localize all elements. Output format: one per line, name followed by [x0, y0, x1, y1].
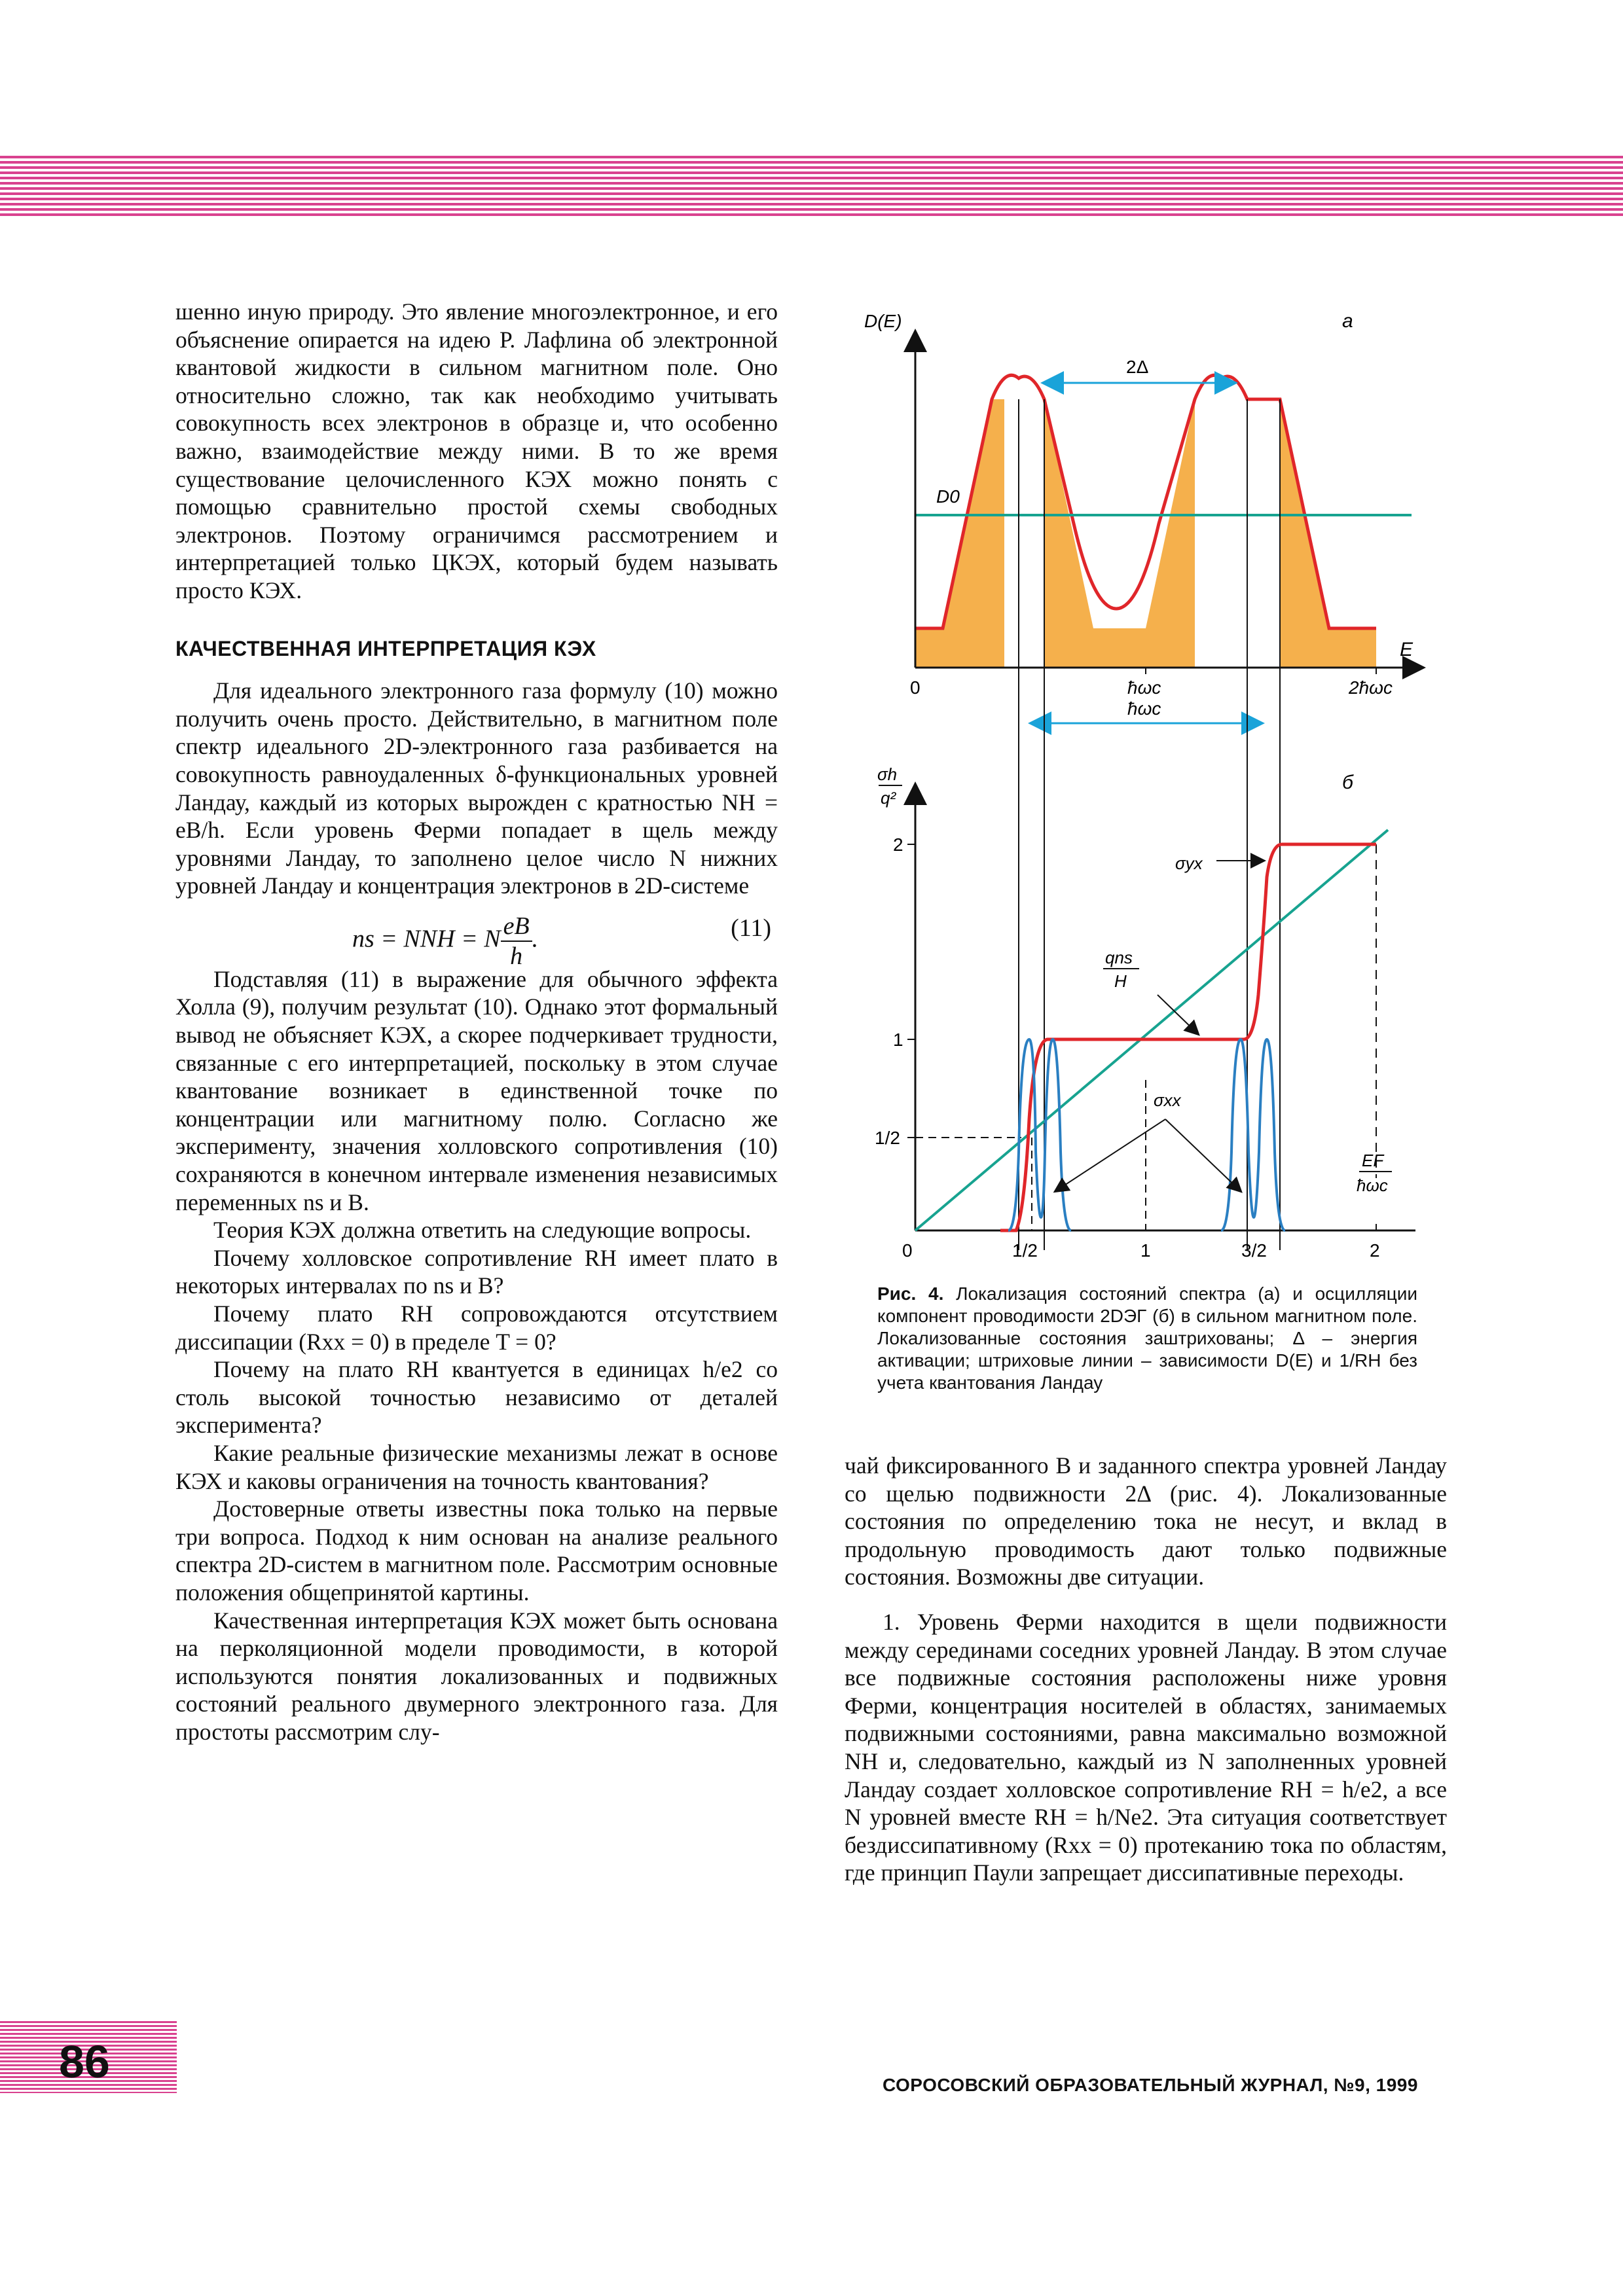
panel-a — [864, 310, 1422, 723]
left-column — [175, 298, 778, 1746]
arrow-sigma-xx-left — [1055, 1119, 1165, 1191]
journal-footer: СОРОСОВСКИЙ ОБРАЗОВАТЕЛЬНЫЙ ЖУРНАЛ, №9, 1999 — [883, 2075, 1418, 2095]
equation-lhs: ns = NNH = N — [352, 925, 501, 953]
b-x-1: 1 — [1140, 1240, 1151, 1261]
right-column — [845, 1452, 1447, 1887]
section-heading: КАЧЕСТВЕННАЯ ИНТЕРПРЕТАЦИЯ КЭХ — [175, 636, 596, 660]
sigma-xx-peak-2 — [1221, 1039, 1285, 1230]
paragraph: Какие реальные физические механизмы лежат в основе КЭХ и каковы ограничения на точность квантования? — [175, 1439, 778, 1494]
paragraph: Качественная интерпретация КЭХ может быть основана на перколяционной модели проводимости, в которой используются понятия локализованных и подвижных состояний реального двумерного электронного газа. Для простоты рассмотрим слу- — [175, 1607, 778, 1745]
b-x-2: 2 — [1370, 1240, 1380, 1261]
b-y-num: σh — [877, 764, 898, 784]
sigma-xx-label: σxx — [1154, 1090, 1181, 1110]
ef-num: EF — [1362, 1151, 1384, 1170]
a-x-hw: ħωc — [1127, 677, 1161, 698]
fraction-numerator: eB — [501, 912, 532, 942]
paragraph: шенно иную природу. Это явление многоэлектронное, и его объяснение опирается на идею Р. Лафлина об электронной квантовой жидкости в сильном магнитном поле. Оно относительно сложно, так как необходимо учитывать совокупность всех электронов в образце и, что особенно важно, взаимодействие между ними. В то же время существование целочисленного КЭХ можно понять с помощью сравнительно простой схемы свободных электронов. Поэтому ограничимся рассмотрением и интерпретацией только ЦКЭХ, который будем называть просто КЭХ. — [175, 298, 778, 603]
paragraph: Почему на плато RH квантуется в единицах h/e2 со столь высокой точностью независимо от деталей эксперимента? — [175, 1356, 778, 1439]
caption-label: Рис. 4. — [877, 1283, 944, 1304]
two-delta-label: 2Δ — [1126, 357, 1149, 377]
b-tick-half: 1/2 — [875, 1128, 900, 1148]
b-panel-label: б — [1342, 772, 1353, 793]
a-panel-label: а — [1342, 310, 1353, 332]
a-x-2hw: 2ħωc — [1349, 677, 1393, 698]
sigma-yx-curve — [1000, 844, 1376, 1230]
paragraph: Теория КЭХ должна ответить на следующие вопросы. — [213, 1217, 752, 1244]
b-x-0: 0 — [902, 1240, 913, 1261]
paragraph: 1. Уровень Ферми находится в щели подвижности между серединами соседних уровней Ландау. В этом случае все подвижные состояния расположены ниже уровня Ферми, концентрация носителей в областях, занимаемых подвижными состояниями, равна максимально возможной NH и, следовательно, каждый из N заполненных уровней Ландау создает холловское сопротивление RH = h/e2, а все N уровней вместе RH = h/Ne2. Эта ситуация соответствует бездиссипативному (Rxx = 0) протеканию тока по областям, где принцип Паули запрещает диссипативные переходы. — [845, 1608, 1447, 1886]
b-tick-2: 2 — [893, 834, 903, 855]
ef-den: ħωc — [1357, 1175, 1388, 1195]
figure-caption — [877, 1283, 1417, 1394]
sigma-yx-label: σyx — [1175, 853, 1203, 873]
hw-span-label: ħωc — [1127, 698, 1161, 719]
qns-num: qns — [1105, 948, 1133, 967]
sigma-xx-peak-1 — [1008, 1039, 1071, 1230]
qns-den: H — [1114, 971, 1127, 991]
b-y-den: q² — [881, 788, 896, 808]
equation-number: (11) — [731, 914, 771, 942]
paragraph: чай фиксированного B и заданного спектра уровней Ландау со щелью подвижности 2Δ (рис. 4). Локализованные состояния по определению тока не несут, и вклад в продольную проводимость дают только подвижные состояния. Возможны две ситуации. — [845, 1452, 1447, 1590]
b-x-32: 3/2 — [1241, 1240, 1267, 1261]
equation-fraction — [501, 912, 532, 971]
paragraph: Для идеального электронного газа формулу (10) можно получить очень просто. Действительно, в магнитном поле спектр идеального 2D-электронного газа разбивается на совокупность равноудаленных δ-функциональных уровней Ландау, каждый из которых вырожден с кратностью NH = eB/h. Если уровень Ферми попадает в щель между уровнями Ландау, то заполнено целое число N нижних уровней Ландау и концентрация электронов в 2D-системе — [175, 677, 778, 899]
b-x-half: 1/2 — [1012, 1240, 1038, 1261]
paragraph: Почему холловское сопротивление RH имеет плато в некоторых интервалах по ns и B? — [175, 1244, 778, 1299]
equation-11 — [175, 900, 778, 970]
paragraph: Подставляя (11) в выражение для обычного эффекта Холла (9), получим результат (10). Однако этот формальный вывод не объясняет КЭХ, а скорее подчеркивает трудности, связанные с его интерпретацией, поскольку в этом случае квантование возникает в единственной точке по концентрации или магнитному полю. Согласно же эксперименту, значения холловского сопротивления (10) сохраняются в конечном интервале изменения независимых переменных ns и B. — [175, 965, 778, 1215]
caption-text: Локализация состояний спектра (а) и осцилляции компонент проводимости 2DЭГ (б) в сильном магнитном поле. Локализованные состояния заштрихованы; Δ – энергия активации; штриховые линии – зависимости D(E) и 1/RH без учета квантования Ландау — [877, 1283, 1418, 1393]
fraction-denominator: h — [510, 942, 523, 970]
header-stripes — [0, 156, 1623, 216]
panel-b — [875, 764, 1415, 1261]
b-tick-1: 1 — [893, 1030, 903, 1050]
paragraph: Достоверные ответы известны пока только на первые три вопроса. Подход к ним основан на анализе реального спектра 2D-систем в магнитном поле. Рассмотрим основные положения общепринятой картины. — [175, 1496, 778, 1605]
qns-line — [915, 830, 1388, 1230]
paragraph: Почему плато RH сопровождаются отсутствием диссипации (Rxx = 0) в пределе T = 0? — [175, 1300, 778, 1355]
d0-label: D0 — [936, 486, 960, 507]
figure-4 — [845, 301, 1453, 1270]
equation-dot: . — [532, 925, 539, 953]
arrow-qns — [1158, 995, 1198, 1034]
page-number: 86 — [59, 2036, 110, 2087]
fill-localized-2 — [1044, 399, 1195, 668]
a-y-label: D(E) — [864, 311, 902, 331]
a-x-0: 0 — [910, 677, 921, 698]
a-x-label: E — [1400, 639, 1413, 660]
arrow-sigma-xx-right — [1165, 1119, 1241, 1191]
